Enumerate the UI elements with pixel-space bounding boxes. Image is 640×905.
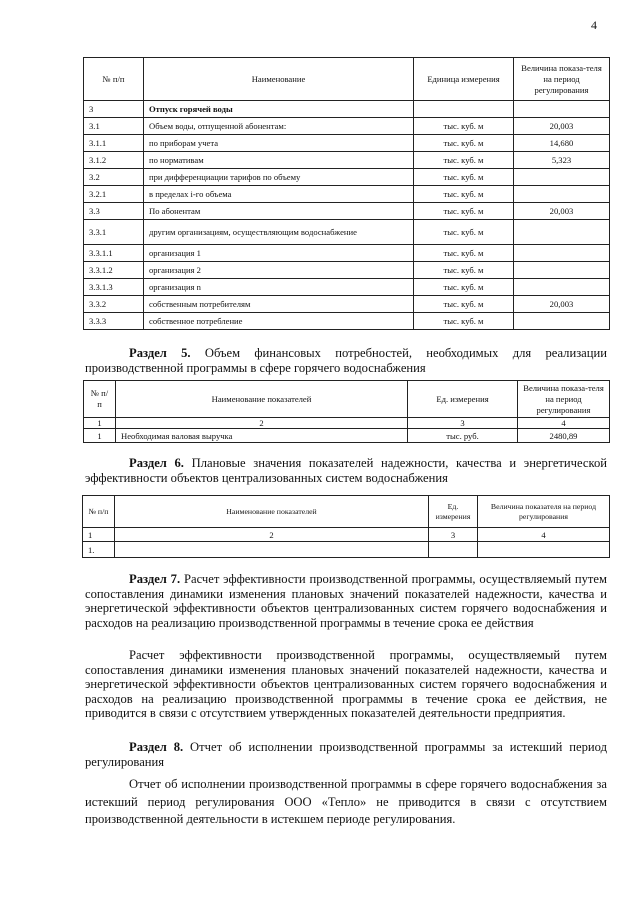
section5-label: Раздел 5. [129,346,191,360]
row-value [514,220,610,245]
row-name: Отпуск горячей воды [144,101,414,118]
row-value: 5,323 [514,152,610,169]
row-value [514,279,610,296]
row-unit: тыс. куб. м [414,279,514,296]
header-num: № п/п [84,58,144,101]
row-num: 3.3 [84,203,144,220]
table-header-row [84,381,610,418]
row-num: 3.3.1.3 [84,279,144,296]
index-cell: 4 [518,418,610,429]
index-cell: 1 [84,418,116,429]
section8-heading [85,740,607,769]
row-value: 20,003 [514,203,610,220]
section7-title: Расчет эффективности производственной программы, осуществляемый путем сопоставления динамики изменения плановых значений показателей надежности, качества и энергетической эффективности объектов централизованных систем горячего водоснабжения и расходов на реализацию производственной программы в течение срока ее действия [85,572,607,630]
row-unit: тыс. куб. м [414,135,514,152]
row-unit: тыс. куб. м [414,169,514,186]
table-row [84,118,610,135]
table-row [84,245,610,262]
header-value: Величина показателя на период регулирования [478,496,610,528]
row-name: собственное потребление [144,313,414,330]
row-name [115,542,429,558]
row-unit: тыс. куб. м [414,245,514,262]
section7-body-text: Расчет эффективности производственной программы, осуществляемый путем сопоставления динамики изменения плановых значений показателей надежности, качества и энергетической эффективности объектов централизованных систем горячего водоснабжения и расходов на реализацию производственной программы в течение срока ее действия, не приводится в связи с отсутствием утвержденных показателей деятельности предприятия. [85,648,607,720]
reliability-indicators-table [82,495,610,558]
row-name: По абонентам [144,203,414,220]
header-name: Наименование показателей [116,381,408,418]
row-value [514,313,610,330]
row-unit: тыс. куб. м [414,152,514,169]
row-value [478,542,610,558]
row-num: 3 [84,101,144,118]
section7-heading [85,572,607,630]
header-value: Величина показа-теля на период регулирования [518,381,610,418]
row-name: организация 2 [144,262,414,279]
row-num: 3.1.2 [84,152,144,169]
table-row [84,313,610,330]
row-name: по приборам учета [144,135,414,152]
row-value: 14,680 [514,135,610,152]
header-name: Наименование [144,58,414,101]
index-cell: 2 [116,418,408,429]
financial-needs-table [83,380,610,443]
section8-label: Раздел 8. [129,740,184,754]
row-name: при дифференциации тарифов по объему [144,169,414,186]
row-unit [414,101,514,118]
row-num: 3.1.1 [84,135,144,152]
row-unit: тыс. куб. м [414,203,514,220]
row-value [514,186,610,203]
section8-body [85,776,607,829]
section6-label: Раздел 6. [129,456,184,470]
row-name: организация n [144,279,414,296]
header-unit: Единица измерения [414,58,514,101]
table-row [84,152,610,169]
table-row [84,279,610,296]
section8-title: Отчет об исполнении производственной программы за истекший период регулирования [85,740,607,769]
index-row [83,528,610,542]
row-num: 1 [84,429,116,443]
index-cell: 3 [429,528,478,542]
row-unit: тыс. куб. м [414,296,514,313]
row-name: в пределах i-го объема [144,186,414,203]
row-value: 20,003 [514,296,610,313]
index-cell: 2 [115,528,429,542]
row-value [514,245,610,262]
section5-title: Объем финансовых потребностей, необходимых для реализации производственной программы в сфере горячего водоснабжения [85,346,607,375]
row-name: по нормативам [144,152,414,169]
volumes-table [83,57,610,330]
table-row [84,262,610,279]
row-unit: тыс. руб. [408,429,518,443]
row-value [514,169,610,186]
table-header-row [83,496,610,528]
section5-heading [85,346,607,375]
row-num: 3.3.1.2 [84,262,144,279]
row-unit: тыс. куб. м [414,118,514,135]
section6-heading [85,456,607,485]
table-row [84,135,610,152]
header-unit: Ед. измерения [429,496,478,528]
row-unit: тыс. куб. м [414,313,514,330]
row-name: Объем воды, отпущенной абонентам: [144,118,414,135]
row-value: 20,003 [514,118,610,135]
table-row [84,220,610,245]
row-num: 3.3.3 [84,313,144,330]
row-value: 2480,89 [518,429,610,443]
page-number: 4 [591,18,597,32]
section7-body [85,648,607,721]
table-header-row [84,58,610,101]
section7-label: Раздел 7. [129,572,181,586]
row-unit: тыс. куб. м [414,220,514,245]
table-row [84,203,610,220]
row-value [514,262,610,279]
row-unit: тыс. куб. м [414,186,514,203]
header-unit: Ед. измерения [408,381,518,418]
row-name: другим организациям, осуществляющим водоснабжение [144,220,414,245]
header-name: Наименование показателей [115,496,429,528]
header-num: № п/п [84,381,116,418]
index-row [84,418,610,429]
row-name: организация 1 [144,245,414,262]
row-num: 3.1 [84,118,144,135]
table-row [84,169,610,186]
row-name: собственным потребителям [144,296,414,313]
row-unit [429,542,478,558]
row-num: 3.2.1 [84,186,144,203]
index-cell: 4 [478,528,610,542]
row-unit: тыс. куб. м [414,262,514,279]
row-num: 3.3.2 [84,296,144,313]
row-num: 3.3.1 [84,220,144,245]
header-value: Величина показа-теля на период регулирования [514,58,610,101]
index-cell: 1 [83,528,115,542]
header-num: № п/п [83,496,115,528]
section8-body-text: Отчет об исполнении производственной программы в сфере горячего водоснабжения за истекший период регулирования ООО «Тепло» не приводится в связи с отсутствием производственной деятельности в истекшем периоде регулирования. [85,777,607,826]
section6-title: Плановые значения показателей надежности, качества и энергетической эффективности объектов централизованных систем водоснабжения [85,456,607,485]
row-value [514,101,610,118]
table-row [83,542,610,558]
row-num: 3.2 [84,169,144,186]
table-row [84,429,610,443]
row-num: 3.3.1.1 [84,245,144,262]
row-name: Необходимая валовая выручка [116,429,408,443]
table-row [84,296,610,313]
row-num: 1. [83,542,115,558]
table-row [84,101,610,118]
table-row [84,186,610,203]
index-cell: 3 [408,418,518,429]
